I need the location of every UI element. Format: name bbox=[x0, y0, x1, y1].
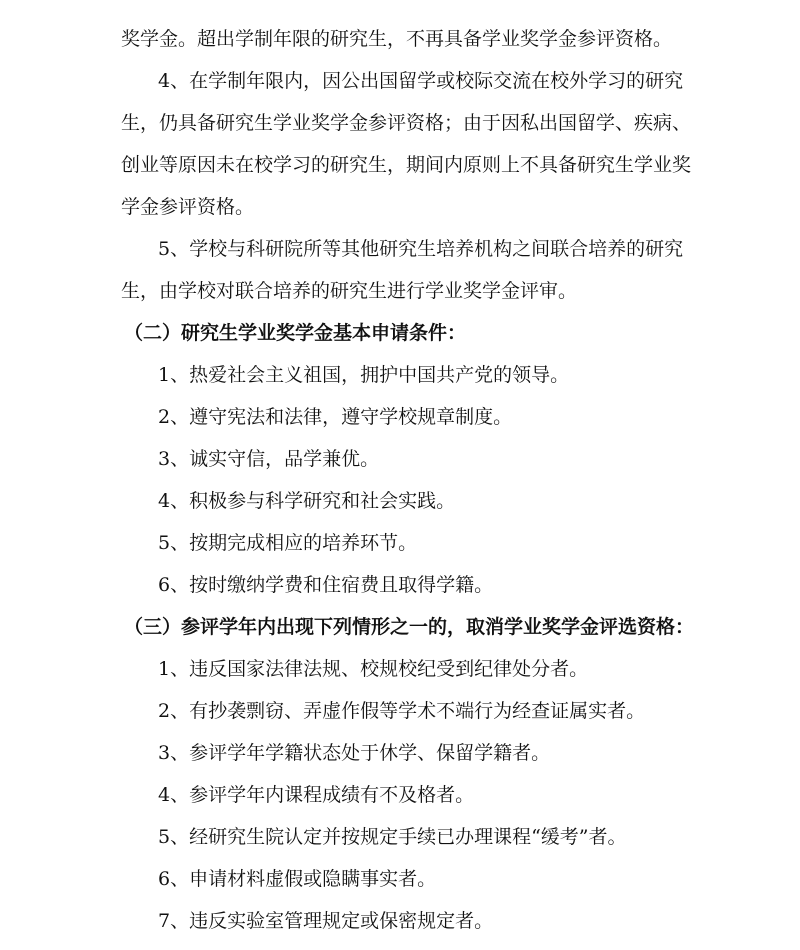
text-line: 生，由学校对联合培养的研究生进行学业奖学金评审。 bbox=[121, 280, 578, 302]
list-item: 5、按期完成相应的培养环节。 bbox=[158, 532, 418, 554]
list-item: 6、按时缴纳学费和住宿费且取得学籍。 bbox=[158, 574, 494, 596]
text-line: 创业等原因未在校学习的研究生，期间内原则上不具备研究生学业奖 bbox=[121, 154, 692, 176]
list-item: 4、参评学年内课程成绩有不及格者。 bbox=[158, 784, 475, 806]
list-item: 6、申请材料虚假或隐瞒事实者。 bbox=[158, 868, 437, 890]
list-item: 2、有抄袭剽窃、弄虚作假等学术不端行为经查证属实者。 bbox=[158, 700, 646, 722]
list-item: 1、热爱社会主义祖国，拥护中国共产党的领导。 bbox=[158, 364, 570, 386]
list-item: 2、遵守宪法和法律，遵守学校规章制度。 bbox=[158, 406, 513, 428]
list-item: 4、积极参与科学研究和社会实践。 bbox=[158, 490, 456, 512]
text-line: 5、学校与科研院所等其他研究生培养机构之间联合培养的研究 bbox=[158, 238, 684, 260]
text-line: 学金参评资格。 bbox=[121, 196, 255, 218]
text-line: 生，仍具备研究生学业奖学金参评资格；由于因私出国留学、疾病、 bbox=[121, 112, 692, 134]
list-item: 3、参评学年学籍状态处于休学、保留学籍者。 bbox=[158, 742, 551, 764]
section-heading: （三）参评学年内出现下列情形之一的，取消学业奖学金评选资格： bbox=[124, 616, 695, 638]
list-item: 3、诚实守信，品学兼优。 bbox=[158, 448, 380, 470]
list-item: 5、经研究生院认定并按规定手续已办理课程“缓考”者。 bbox=[158, 826, 627, 848]
section-heading: （二）研究生学业奖学金基本申请条件： bbox=[124, 322, 467, 344]
list-item: 7、违反实验室管理规定或保密规定者。 bbox=[158, 910, 494, 932]
text-line: 奖学金。超出学制年限的研究生，不再具备学业奖学金参评资格。 bbox=[121, 28, 673, 50]
list-item: 1、违反国家法律法规、校规校纪受到纪律处分者。 bbox=[158, 658, 589, 680]
text-line: 4、在学制年限内，因公出国留学或校际交流在校外学习的研究 bbox=[158, 70, 684, 92]
